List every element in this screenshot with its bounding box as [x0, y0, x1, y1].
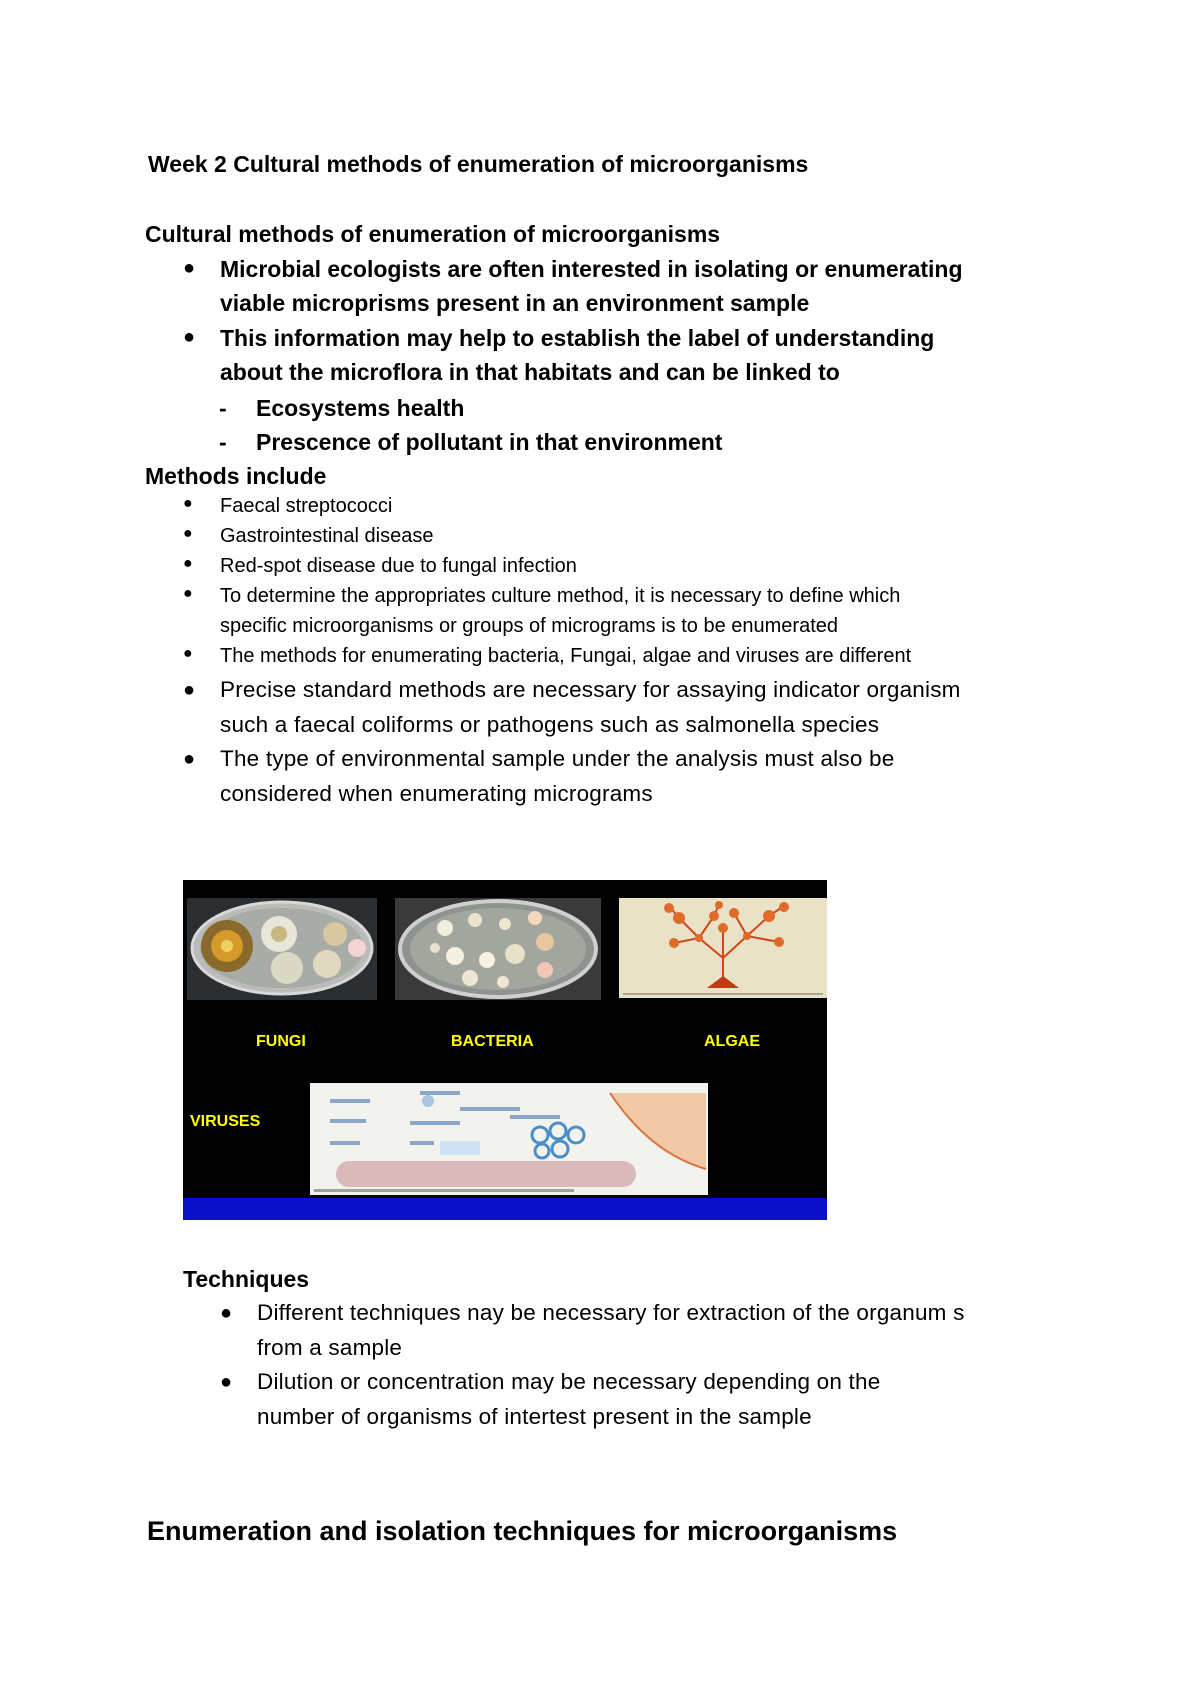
- method-item: To determine the appropriates culture method, it is necessary to define which: [220, 585, 901, 607]
- bullet-icon: ●: [183, 257, 196, 279]
- dash-marker: -: [219, 395, 227, 421]
- virus-diagram-image: [310, 1083, 708, 1195]
- section-2-title: Enumeration and isolation techniques for microorganisms: [147, 1516, 898, 1546]
- dash-item: Prescence of pollutant in that environment: [256, 429, 723, 455]
- bacteria-plate-image: [395, 898, 601, 1000]
- bullet-icon: ●: [183, 495, 193, 512]
- fungi-label: FUNGI: [256, 1033, 306, 1050]
- bullet-text: Microbial ecologists are often interested in isolating or enumerating: [220, 256, 963, 282]
- fungi-plate-image: [187, 898, 377, 1000]
- section-title: Cultural methods of enumeration of microorganisms: [145, 221, 721, 247]
- bullet-icon: ●: [220, 1371, 233, 1393]
- technique-item: Different techniques nay be necessary for extraction of the organum s: [257, 1300, 965, 1325]
- bullet-text: This information may help to establish the label of understanding: [220, 325, 935, 351]
- viruses-label: VIRUSES: [190, 1113, 261, 1130]
- bullet-icon: ●: [183, 525, 193, 542]
- method-item: Precise standard methods are necessary for assaying indicator organism: [220, 677, 961, 702]
- method-item: Gastrointestinal disease: [220, 525, 434, 547]
- technique-item: Dilution or concentration may be necessary depending on the: [257, 1369, 881, 1394]
- bullet-icon: ●: [183, 748, 196, 770]
- bacteria-label: BACTERIA: [451, 1033, 534, 1050]
- methods-title: Methods include: [145, 463, 327, 489]
- technique-item: from a sample: [257, 1335, 403, 1360]
- bullet-icon: ●: [183, 585, 193, 602]
- figure-footer-bar: [183, 1198, 827, 1220]
- dash-marker: -: [219, 429, 227, 455]
- method-item: The type of environmental sample under the analysis must also be: [220, 746, 895, 771]
- method-item: specific microorganisms or groups of micrograms is to be enumerated: [220, 615, 839, 637]
- page-heading: Week 2 Cultural methods of enumeration of microorganisms: [148, 151, 809, 177]
- method-item: Red-spot disease due to fungal infection: [220, 555, 577, 577]
- technique-item: number of organisms of intertest present in the sample: [257, 1404, 812, 1429]
- dash-item: Ecosystems health: [256, 395, 465, 421]
- bullet-icon: ●: [183, 326, 196, 348]
- method-item: such a faecal coliforms or pathogens such as salmonella species: [220, 712, 880, 737]
- bullet-icon: ●: [183, 679, 196, 701]
- bullet-icon: ●: [183, 555, 193, 572]
- microorganism-figure: [183, 880, 827, 1220]
- bullet-text: viable microprisms present in an environment sample: [220, 290, 810, 316]
- bullet-icon: ●: [183, 645, 193, 662]
- bullet-icon: ●: [220, 1302, 233, 1324]
- techniques-title: Techniques: [183, 1266, 310, 1292]
- method-item: Faecal streptococci: [220, 495, 393, 517]
- method-item: The methods for enumerating bacteria, Fungai, algae and viruses are different: [220, 645, 912, 667]
- bullet-text: about the microflora in that habitats and can be linked to: [220, 359, 840, 385]
- method-item: considered when enumerating micrograms: [220, 781, 653, 806]
- algae-label: ALGAE: [704, 1033, 760, 1050]
- algae-image: [619, 898, 827, 998]
